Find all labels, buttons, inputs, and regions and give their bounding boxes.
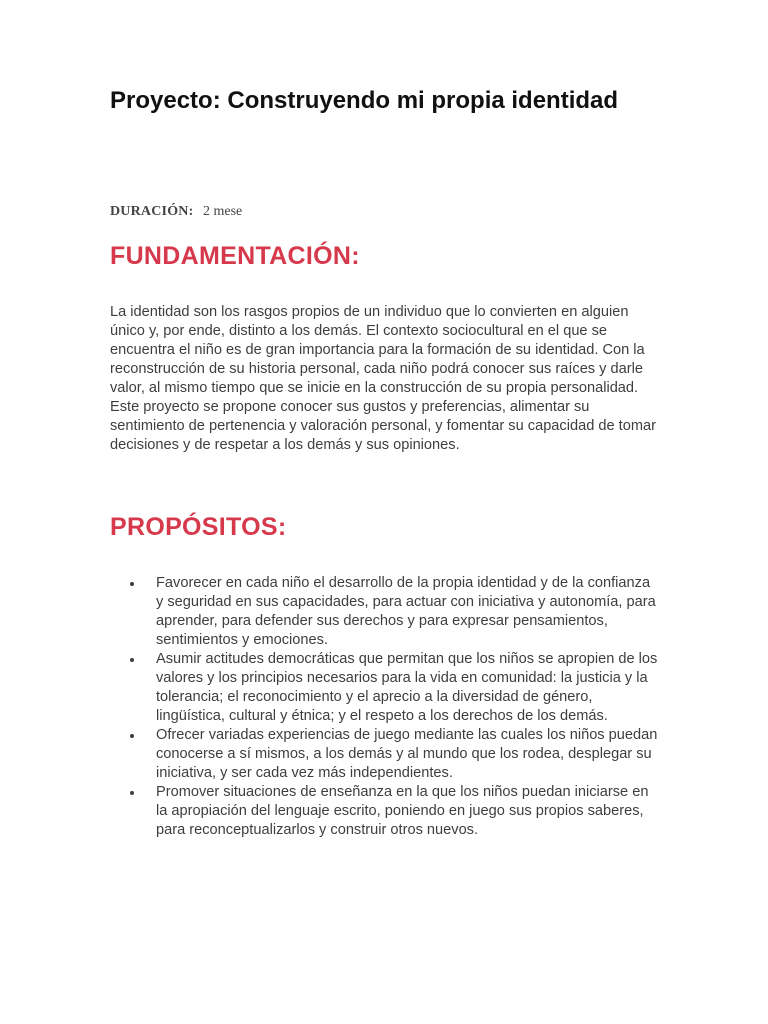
bullet-icon: [130, 582, 134, 586]
duration-label: DURACIÓN:: [110, 204, 194, 219]
list-item: [130, 574, 658, 650]
duration-value: 2 mese: [202, 204, 243, 219]
bullet-icon: [130, 658, 134, 662]
bullet-icon: [130, 791, 134, 795]
propositos-heading: PROPÓSITOS:: [110, 513, 287, 541]
list-item: [130, 650, 658, 726]
list-item-text: Promover situaciones de enseñanza en la que los niños puedan iniciarse en la apropiación del lenguaje escrito, poniendo en juego sus propios saberes, para reconceptualizarlos y construir otros nuevos.: [156, 784, 649, 838]
list-item: [130, 726, 658, 783]
bullet-icon: [130, 734, 134, 738]
list-item: [130, 783, 658, 840]
document-title: Proyecto: Construyendo mi propia identidad: [110, 87, 619, 114]
duration-line: [110, 202, 242, 222]
list-item-text: Ofrecer variadas experiencias de juego mediante las cuales los niños puedan conocerse a sí mismos, a los demás y al mundo que los rodea, desplegar su iniciativa, y ser cada vez más independientes.: [156, 727, 658, 781]
fundamentacion-paragraph: La identidad son los rasgos propios de un individuo que lo convierten en alguien único y, por ende, distinto a los demás. El contexto sociocultural en el que se encuentra el niño es de gran importancia para la formación de su identidad. Con la reconstrucción de su historia personal, cada niño podrá conocer sus raíces y darle valor, al mismo tiempo que se inicie en la construcción de su propia personalidad. Este proyecto se propone conocer sus gustos y preferencias, alimentar su sentimiento de pertenencia y valoración personal, y fomentar su capacidad de tomar decisiones y de respetar a los demás y sus opiniones.: [110, 304, 656, 453]
list-item-text: Asumir actitudes democráticas que permitan que los niños se apropien de los valores y los principios necesarios para la vida en comunidad: la justicia y la tolerancia; el reconocimiento y el aprecio a la diversidad de género, lingüística, cultural y étnica; y el respeto a los derechos de los demás.: [156, 651, 658, 724]
fundamentacion-heading: FUNDAMENTACIÓN:: [110, 242, 360, 270]
list-item-text: Favorecer en cada niño el desarrollo de la propia identidad y de la confianza y seguridad en sus capacidades, para actuar con iniciativa y autonomía, para aprender, para defender sus derechos y para expresar pensamientos, sentimientos y emociones.: [156, 575, 656, 648]
propositos-list: [130, 574, 658, 840]
